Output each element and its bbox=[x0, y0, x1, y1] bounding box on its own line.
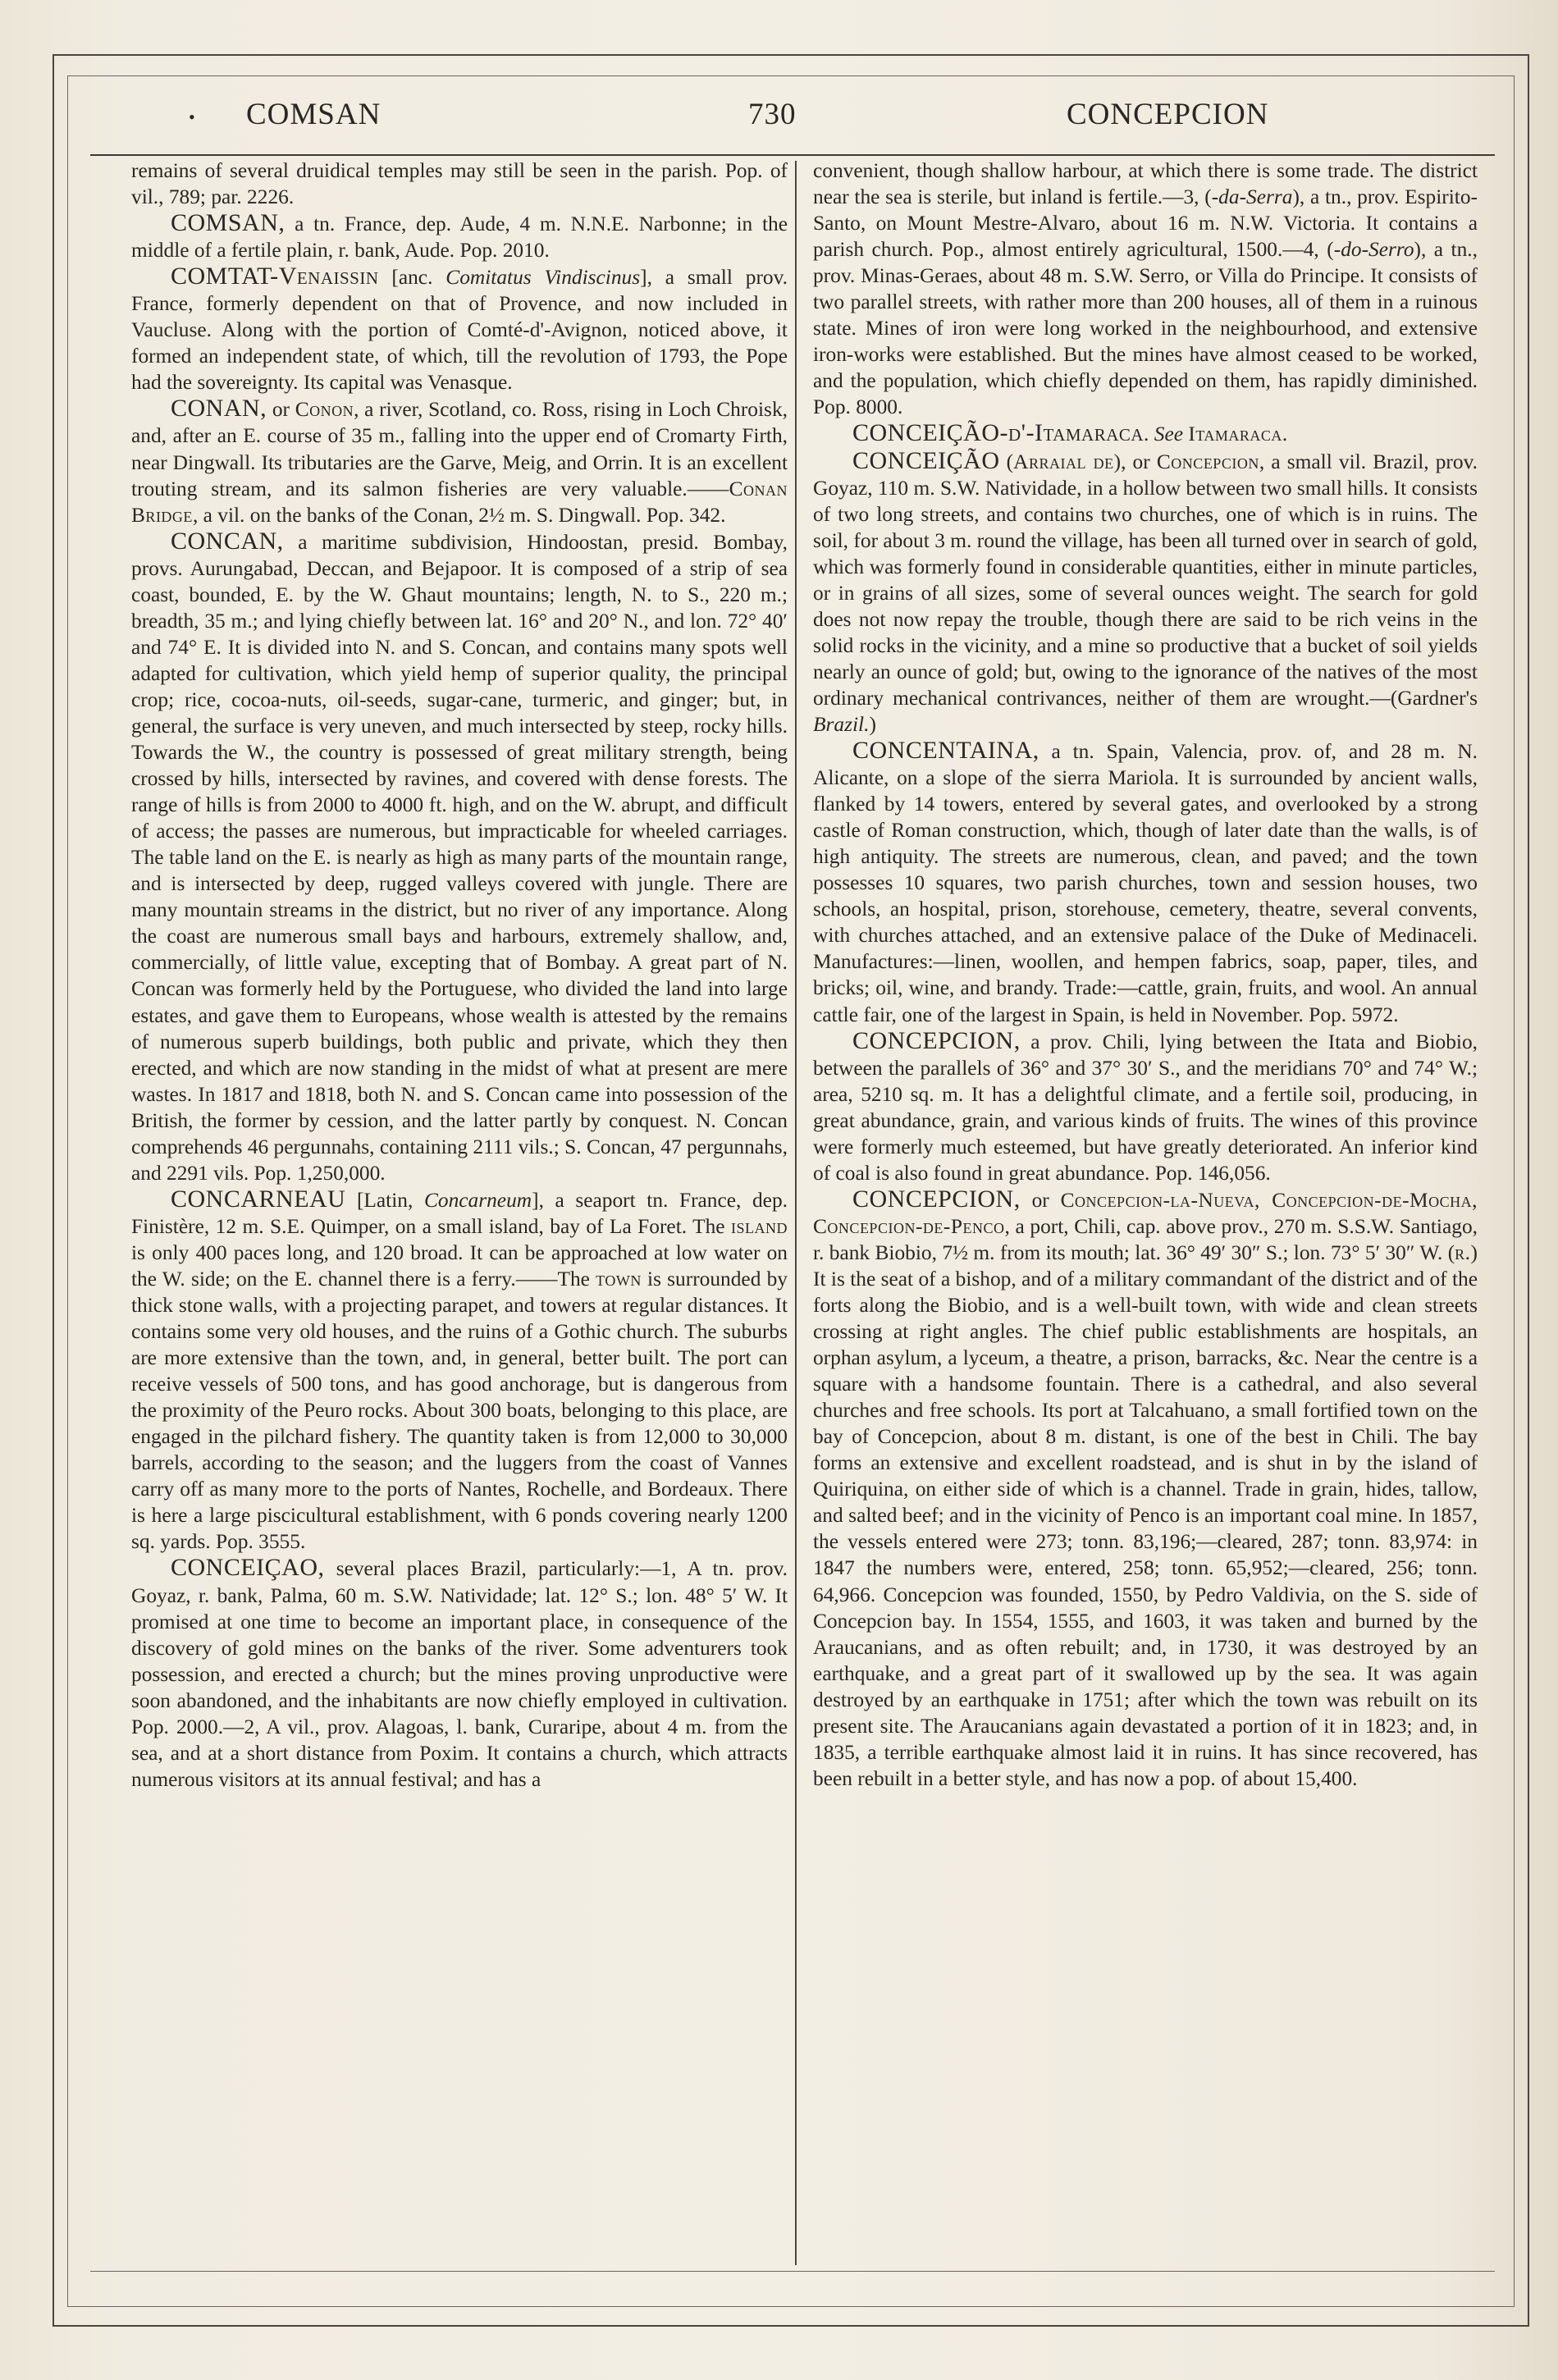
entry-body: [Latin, bbox=[345, 1188, 424, 1212]
entry-comsan bbox=[131, 210, 788, 263]
entry-body: ), a tn., prov. Minas-Geraes, about 48 m. S.W. Serro, or Villa do Principe. It consists of two parallel streets, with rather more than 200 houses, all of them in a ruinous state. Mines of iron were long worked in the neighbourhood, and extensive iron-works were established. But the mines have almost ceased to be worked, and the population, which chiefly depended on them, has rapidly diminished. Pop. 8000. bbox=[813, 238, 1478, 419]
book-title: Brazil. bbox=[813, 712, 870, 736]
entry-headword: CONCEPCION, bbox=[852, 1026, 1021, 1054]
alt-name: Arraial de bbox=[1013, 450, 1114, 473]
entry-headword: CONAN, bbox=[171, 395, 267, 423]
entry-headword: CONCEIÇÃO- bbox=[852, 419, 1008, 447]
section-label: town bbox=[596, 1267, 642, 1290]
entry-body: . bbox=[1144, 423, 1154, 446]
continuation-text: remains of several druidical temples may still be seen in the parish. Pop. of vil., 789; par. 2226. bbox=[131, 159, 788, 209]
entry-conceicao-itamaraca bbox=[813, 420, 1478, 447]
alt-name: Concepcion-la-Nueva, Concepcion-de-Mocha, Concepcion-de-Penco bbox=[813, 1188, 1478, 1238]
entry-headword: CONCEIÇÃO bbox=[852, 446, 1000, 474]
entry-concentaina bbox=[813, 738, 1478, 1028]
entry-conceicao bbox=[131, 1555, 788, 1792]
entry-body: or bbox=[267, 398, 295, 422]
entry-body: a maritime subdivision, Hindoostan, presid. Bombay, provs. Aurungabad, Deccan, and Bejapoor. It is composed of a strip of sea coast, bounded, E. by the W. Ghaut mountains; length, N. to S., 220 m.; breadth, 35 m.; and lying chiefly between lat. 16° and 20° N., and lon. 72° 40′ and 74° E. It is divided into N. and S. Concan, and contains many spots well adapted for cultivation, which yield hemp of superior quality, the principal crop; rice, cocoa-nuts, oil-seeds, sugar-cane, turmeric, and ginger; but, in general, the surface is very uneven, and much intersected by steep, rocky hills. Towards the W., the country is possessed of great military strength, being crossed by hills, intersected by ravines, and covered with dense forests. The range of hills is from 2000 to 4000 ft. high, and on the W. abrupt, and difficult of access; the passes are numerous, but impracticable for wheeled carriages. The table land on the E. is nearly as high as many parts of the mountain range, and is intersected by deep, rugged valleys covered with jungle. There are many mountain streams in the district, but no river of any importance. Along the coast are numerous small bays and harbours, extremely shallow, and, commercially, of little value, excepting that of Bombay. A great part of N. Concan was formerly held by the Portuguese, who divided the land into large estates, and gave them to Europeans, whose wealth is attested by the remains of numerous superb buildings, both public and private, which they then erected, and which are now standing in the midst of what at present are mere wastes. In 1817 and 1818, both N. and S. Concan came into possession of the British, the former by cession, and the latter partly by conquest. N. Concan comprehends 46 pergunnahs, containing 2111 vils.; S. Concan, 47 pergunnahs, and 2291 vils. Pop. 1,250,000. bbox=[131, 530, 788, 1185]
entry-body: a tn. Spain, Valencia, prov. of, and 28 m. N. Alicante, on a slope of the sierra Mariola. It is surrounded by ancient walls, flanked by 14 towers, entered by several gates, and overlooked by a strong castle of Roman construction, which, though of later date than the walls, is of high antiquity. The streets are numerous, clean, and paved; and the town possesses 10 squares, two parish churches, town and session houses, two schools, an hospital, prison, storehouse, cemetery, theatre, several convents, with churches attached, and an extensive palace of the Duke of Medinaceli. Manufactures:—linen, woollen, and hempen fabrics, soap, paper, tiles, and bricks; oil, wine, and brandy. Trade:—cattle, grain, fruits, and wool. An annual cattle fair, one of the largest in Spain, is held in November. Pop. 5972. bbox=[813, 740, 1478, 1026]
entry-headword: CONCARNEAU bbox=[171, 1185, 346, 1213]
entry-headword: CONCAN, bbox=[171, 527, 284, 555]
bottom-rule bbox=[90, 2271, 1495, 2272]
place-suffix: -da-Serra bbox=[1211, 185, 1293, 209]
entry-headword-small-caps: Venaissin bbox=[278, 263, 379, 290]
entry-body: . bbox=[1282, 423, 1288, 446]
running-head-right: CONCEPCION bbox=[1067, 98, 1269, 131]
entry-body: is only 400 paces long, and 120 broad. It can be approached at low water on the W. side; on the E. channel there is a ferry.——The bbox=[131, 1240, 788, 1290]
entry-body: a prov. Chili, lying between the Itata and Biobio, between the parallels of 36° and 37° 30′ S., and the meridians 70° and 74° W.; area, 5210 sq. m. It has a delightful climate, and a fertile soil, producing, in great abundance, grain, and various kinds of fruits. The wines of this province were formerly much esteemed, but have greatly deteriorated. An inferior kind of coal is also found in great abundance. Pop. 146,056. bbox=[813, 1030, 1478, 1185]
entry-body: a tn. France, dep. Aude, 4 m. N.N.E. Narbonne; in the middle of a fertile plain, r. bank, Aude. Pop. 2010. bbox=[131, 212, 788, 263]
source-mark: r. bbox=[1455, 1240, 1471, 1264]
entry-body: ], a seaport tn. France, dep. Finistère, 12 m. S.E. Quimper, on a small island, bay of La Foret. The bbox=[131, 1188, 788, 1238]
section-label: island bbox=[731, 1214, 788, 1238]
entry-headword: CONCENTAINA, bbox=[852, 737, 1039, 765]
entry-concarneau bbox=[131, 1186, 788, 1555]
entry-body: , a port, Chili, cap. above prov., 270 m. S.S.W. Santiago, r. bank Biobio, 7½ m. from its mouth; lat. 36° 49′ 30″ S.; lon. 73° 5′ 30″ W. ( bbox=[813, 1214, 1478, 1264]
entry-body: ), a tn., prov. Espirito-Santo, on Mount Mestre-Alvaro, about 16 m. N.W. Victoria. It contains a parish church. Pop., almost entirely agricultural, 1500.—4, ( bbox=[813, 185, 1478, 262]
sub-entry-name: Conan Bridge bbox=[131, 477, 788, 527]
entry-body: ], a small prov. France, formerly dependent on that of Provence, and now included in Vaucluse. Along with the portion of Comté-d'-Avignon, noticed above, it formed an independent state, of which, till the revolution of 1793, the Pope had the sovereignty. Its capital was Venasque. bbox=[131, 266, 788, 395]
latin-name: Comitatus Vindiscinus bbox=[445, 266, 641, 290]
page-number: 730 bbox=[748, 98, 797, 131]
cross-reference: Itamaraca bbox=[1188, 423, 1282, 446]
entry-body: , a vil. on the banks of the Conan, 2½ m. S. Dingwall. Pop. 342. bbox=[192, 503, 726, 527]
header-bullet: • bbox=[189, 107, 195, 127]
entry-concepcion-port bbox=[813, 1186, 1478, 1792]
entry-body: ) bbox=[869, 712, 876, 736]
entry-body: , a river, Scotland, co. Ross, rising in Loch Chroisk, and, after an E. course of 35 m., falling into the upper end of Cromarty Firth, near Dingwall. Its tributaries are the Garve, Meig, and Orrin. It is an excellent trouting stream, and its salmon fisheries are very valuable.—— bbox=[131, 398, 788, 500]
entry-headword: CONCEIÇAO, bbox=[171, 1554, 325, 1582]
entry-concan bbox=[131, 528, 788, 1186]
entry-body: , a small vil. Brazil, prov. Goyaz, 110 m. S.W. Natividade, in a hollow between two small hills. It consists of two long streets, and contains two churches, one of which is in ruins. The soil, for about 3 m. round the village, has been all turned over in search of gold, which was formerly found in considerable quantities, either in minute particles, or in grains of all sizes, some of several ounces weight. The search for gold does not now repay the trouble, though there are said to be rich veins in the solid rocks in the vicinity, and a mine so productive that a bucket of soil yields nearly an ounce of gold; but, owing to the ignorance of the natives of the most ordinary mechanical contrivances, neither of them are wrought.—(Gardner's bbox=[813, 450, 1478, 710]
running-head-left: COMSAN bbox=[246, 98, 382, 131]
right-column bbox=[813, 158, 1478, 1792]
entry-body: ) It is the seat of a bishop, and of a military commandant of the district and of the forts along the Biobio, and is a well-built town, with wide and clean streets crossing at right angles. The chief public establishments are hospitals, an orphan asylum, a lyceum, a theatre, a prison, barracks, &c. Near the centre is a square with a handsome fountain. There is a cathedral, and also several churches and free schools. Its port at Talcahuano, a small fortified town on the bay of Concepcion, about 8 m. distant, is one of the best in Chili. The bay forms an extensive and excellent roadstead, and is shut in by the island of Quiriquina, on either side of which is a channel. Trade in grain, hides, tallow, and salted beef; and in the vicinity of Penco is an important coal mine. In 1857, the vessels entered were 273; tonn. 83,196;—cleared, 287; tonn. 83,974: in 1847 the numbers were, entered, 258; tonn. 65,952;—cleared, 256; tonn. 64,966. Concepcion was founded, 1550, by Pedro Valdivia, on the S. side of Concepcion bay. In 1554, 1555, and 1603, it was taken and burned by the Araucanians, and as often rebuilt; and, in 1730, it was destroyed by an earthquake, and a great part of it swallowed up by the sea. It was again destroyed by an earthquake in 1751; after which the town was rebuilt on its present site. The Araucanians again devastated a portion of it in 1823; and, in 1835, a terrible earthquake almost laid it in ruins. It has since recovered, has been rebuilt in a better style, and has now a pop. of about 15,400. bbox=[813, 1240, 1478, 1790]
entry-headword: COMSAN, bbox=[171, 209, 286, 237]
entry-body: convenient, though shallow harbour, at which there is some trade. The district near the sea is sterile, but inland is fertile.—3, ( bbox=[813, 159, 1478, 209]
continuation-text bbox=[813, 158, 1478, 420]
entry-concepcion-province bbox=[813, 1028, 1478, 1186]
entry-conan bbox=[131, 395, 788, 528]
alt-name: Conon bbox=[295, 398, 354, 422]
place-suffix: -do-Serro bbox=[1333, 238, 1414, 262]
entry-conceicao-arraial bbox=[813, 448, 1478, 738]
column-divider bbox=[795, 161, 797, 2265]
entry-headword: CONCEPCION, bbox=[852, 1185, 1021, 1213]
entry-comtat bbox=[131, 263, 788, 395]
entry-body: ), or bbox=[1113, 450, 1157, 473]
entry-body: several places Brazil, particularly:—1, A tn. prov. Goyaz, r. bank, Palma, 60 m. S.W. Natividade; lat. 12° S.; lon. 48° 5′ W. It promised at one time to become an important place, in consequence of the discovery of gold mines on the banks of the river. Some adventurers took possession, and erected a church; but the mines proving unproductive were soon abandoned, and the inhabitants are now chiefly employed in cultivation. Pop. 2000.—2, A vil., prov. Alagoas, l. bank, Curaripe, about 4 m. from the sea, and at a short distance from Poxim. It contains a church, which attracts numerous visitors at its annual festival; and has a bbox=[131, 1557, 788, 1791]
entry-body: is surrounded by thick stone walls, with a projecting parapet, and towers at regular distances. It contains some very old houses, and the ruins of a Gothic church. The suburbs are more extensive than the town, and, in general, better built. The port can receive vessels of 500 tons, and has good anchorage, but is dangerous from the proximity of the Peuro rocks. About 300 boats, belonging to this place, are engaged in the pilchard fishery. The quantity taken is from 12,000 to 30,000 barrels, according to the season; and the luggers from the coast of Vannes carry off as many more to the ports of Nantes, Rochelle, and Bordeaux. There is here a large piscicultural establishment, with 6 ponds covering nearly 1200 sq. yards. Pop. 3555. bbox=[131, 1267, 788, 1554]
entry-headword: COMTAT- bbox=[171, 263, 279, 290]
latin-name: Concarneum bbox=[423, 1188, 532, 1212]
left-column bbox=[131, 158, 788, 1793]
see-reference: See bbox=[1154, 423, 1183, 446]
alt-name: Concepcion bbox=[1156, 450, 1259, 473]
header-rule bbox=[90, 154, 1495, 156]
entry-body: ( bbox=[999, 450, 1014, 473]
entry-body: [anc. bbox=[378, 266, 446, 290]
entry-headword-small-caps: d'-Itamaraca bbox=[1008, 419, 1145, 447]
entry-body: or bbox=[1020, 1188, 1061, 1212]
